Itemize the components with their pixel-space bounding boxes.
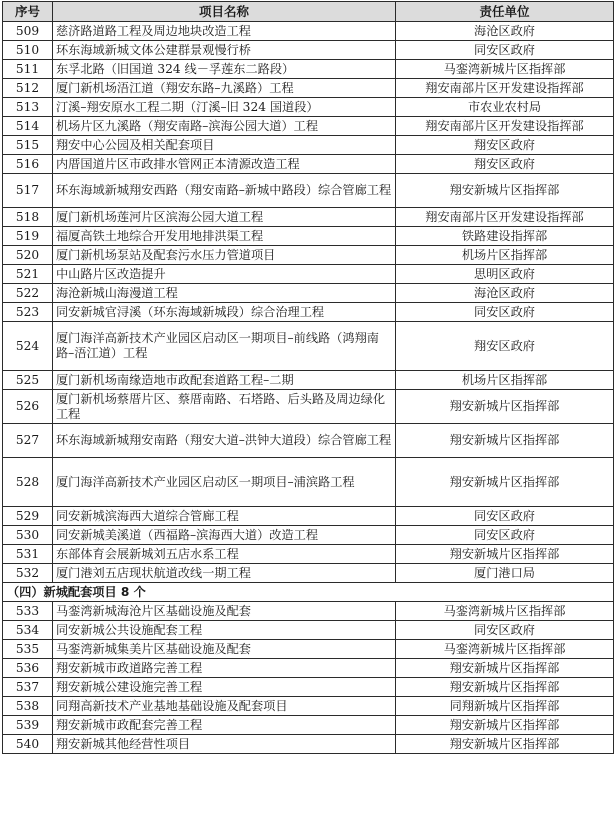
table-row	[3, 136, 614, 155]
row-seq-no: 517	[3, 174, 53, 208]
row-project-name: 同安新城官浔溪（环东海域新城段）综合治理工程	[53, 303, 396, 322]
row-seq-no: 509	[3, 22, 53, 41]
table-row	[3, 621, 614, 640]
table-row	[3, 545, 614, 564]
table-row	[3, 322, 614, 371]
table-row	[3, 22, 614, 41]
table-row	[3, 564, 614, 583]
section-title: （四）新城配套项目 8 个	[3, 583, 614, 602]
row-project-name: 厦门新机场南缘造地市政配套道路工程–二期	[53, 371, 396, 390]
table-row	[3, 265, 614, 284]
table-row	[3, 79, 614, 98]
row-project-name: 厦门新机场莲河片区滨海公园大道工程	[53, 208, 396, 227]
row-seq-no: 538	[3, 697, 53, 716]
row-responsible-unit: 同翔新城片区指挥部	[396, 697, 614, 716]
row-seq-no: 513	[3, 98, 53, 117]
row-responsible-unit: 思明区政府	[396, 265, 614, 284]
row-project-name: 同安新城公共设施配套工程	[53, 621, 396, 640]
header-responsible-unit: 责任单位	[396, 2, 614, 22]
row-project-name: 马銮湾新城集美片区基础设施及配套	[53, 640, 396, 659]
row-project-name: 厦门港刘五店现状航道改线一期工程	[53, 564, 396, 583]
row-project-name: 厦门新机场浯江道（翔安东路–九溪路）工程	[53, 79, 396, 98]
row-seq-no: 520	[3, 246, 53, 265]
row-project-name: 同安新城美溪道（西福路–滨海西大道）改造工程	[53, 526, 396, 545]
row-responsible-unit: 翔安区政府	[396, 322, 614, 371]
row-seq-no: 528	[3, 458, 53, 507]
table-row	[3, 659, 614, 678]
table-row	[3, 390, 614, 424]
table-row	[3, 303, 614, 322]
row-responsible-unit: 海沧区政府	[396, 284, 614, 303]
table-row	[3, 284, 614, 303]
row-responsible-unit: 市农业农村局	[396, 98, 614, 117]
row-seq-no: 523	[3, 303, 53, 322]
row-responsible-unit: 马銮湾新城片区指挥部	[396, 60, 614, 79]
table-row	[3, 424, 614, 458]
row-project-name: 东部体育会展新城刘五店水系工程	[53, 545, 396, 564]
row-project-name: 东孚北路（旧国道 324 线－孚莲东二路段）	[53, 60, 396, 79]
row-project-name: 同安新城滨海西大道综合管廊工程	[53, 507, 396, 526]
table-row	[3, 60, 614, 79]
row-seq-no: 519	[3, 227, 53, 246]
row-responsible-unit: 翔安新城片区指挥部	[396, 716, 614, 735]
row-project-name: 翔安中心公园及相关配套项目	[53, 136, 396, 155]
row-project-name: 海沧新城山海漫道工程	[53, 284, 396, 303]
table-row	[3, 716, 614, 735]
row-seq-no: 518	[3, 208, 53, 227]
table-row	[3, 227, 614, 246]
row-responsible-unit: 翔安新城片区指挥部	[396, 678, 614, 697]
row-project-name: 福厦高铁土地综合开发用地排洪渠工程	[53, 227, 396, 246]
row-seq-no: 532	[3, 564, 53, 583]
row-project-name: 翔安新城其他经营性项目	[53, 735, 396, 754]
row-seq-no: 512	[3, 79, 53, 98]
row-project-name: 汀溪–翔安原水工程二期（汀溪–旧 324 国道段）	[53, 98, 396, 117]
row-project-name: 内厝国道片区市政排水管网正本清源改造工程	[53, 155, 396, 174]
row-responsible-unit: 翔安区政府	[396, 136, 614, 155]
table-row	[3, 678, 614, 697]
row-seq-no: 524	[3, 322, 53, 371]
row-responsible-unit: 翔安新城片区指挥部	[396, 424, 614, 458]
row-seq-no: 540	[3, 735, 53, 754]
row-seq-no: 536	[3, 659, 53, 678]
row-project-name: 翔安新城市政道路完善工程	[53, 659, 396, 678]
row-project-name: 马銮湾新城海沧片区基础设施及配套	[53, 602, 396, 621]
row-responsible-unit: 同安区政府	[396, 507, 614, 526]
row-responsible-unit: 海沧区政府	[396, 22, 614, 41]
row-seq-no: 533	[3, 602, 53, 621]
project-table	[2, 1, 614, 754]
row-project-name: 厦门新机场蔡厝片区、蔡厝南路、石塔路、后头路及周边绿化工程	[53, 390, 396, 424]
row-responsible-unit: 同安区政府	[396, 621, 614, 640]
row-responsible-unit: 同安区政府	[396, 303, 614, 322]
table-row	[3, 117, 614, 136]
table-row	[3, 98, 614, 117]
row-responsible-unit: 翔安新城片区指挥部	[396, 735, 614, 754]
row-responsible-unit: 铁路建设指挥部	[396, 227, 614, 246]
row-seq-no: 537	[3, 678, 53, 697]
section-header-row	[3, 583, 614, 602]
row-seq-no: 525	[3, 371, 53, 390]
row-project-name: 机场片区九溪路（翔安南路–滨海公园大道）工程	[53, 117, 396, 136]
table-row	[3, 208, 614, 227]
row-seq-no: 522	[3, 284, 53, 303]
row-project-name: 环东海域新城翔安南路（翔安大道–洪钟大道段）综合管廊工程	[53, 424, 396, 458]
row-responsible-unit: 马銮湾新城片区指挥部	[396, 640, 614, 659]
table-row	[3, 174, 614, 208]
row-responsible-unit: 同安区政府	[396, 41, 614, 60]
table-row	[3, 735, 614, 754]
row-seq-no: 527	[3, 424, 53, 458]
row-seq-no: 521	[3, 265, 53, 284]
row-project-name: 中山路片区改造提升	[53, 265, 396, 284]
row-seq-no: 510	[3, 41, 53, 60]
row-responsible-unit: 翔安南部片区开发建设指挥部	[396, 117, 614, 136]
row-responsible-unit: 翔安新城片区指挥部	[396, 174, 614, 208]
row-seq-no: 515	[3, 136, 53, 155]
header-project-name: 项目名称	[53, 2, 396, 22]
row-project-name: 厦门海洋高新技术产业园区启动区一期项目–前线路（鸿翔南路–浯江道）工程	[53, 322, 396, 371]
header-seq-no: 序号	[3, 2, 53, 22]
row-seq-no: 511	[3, 60, 53, 79]
row-project-name: 同翔高新技术产业基地基础设施及配套项目	[53, 697, 396, 716]
table-row	[3, 246, 614, 265]
table-row	[3, 697, 614, 716]
row-seq-no: 516	[3, 155, 53, 174]
table-row	[3, 526, 614, 545]
row-seq-no: 514	[3, 117, 53, 136]
row-responsible-unit: 翔安区政府	[396, 155, 614, 174]
table-row	[3, 602, 614, 621]
row-project-name: 厦门海洋高新技术产业园区启动区一期项目–浦滨路工程	[53, 458, 396, 507]
row-responsible-unit: 机场片区指挥部	[396, 246, 614, 265]
row-responsible-unit: 翔安南部片区开发建设指挥部	[396, 208, 614, 227]
row-seq-no: 535	[3, 640, 53, 659]
table-row	[3, 371, 614, 390]
row-project-name: 厦门新机场泵站及配套污水压力管道项目	[53, 246, 396, 265]
row-seq-no: 539	[3, 716, 53, 735]
row-project-name: 环东海域新城翔安西路（翔安南路–新城中路段）综合管廊工程	[53, 174, 396, 208]
row-responsible-unit: 厦门港口局	[396, 564, 614, 583]
row-responsible-unit: 马銮湾新城片区指挥部	[396, 602, 614, 621]
row-project-name: 翔安新城公建设施完善工程	[53, 678, 396, 697]
table-header-row	[3, 2, 614, 22]
row-responsible-unit: 同安区政府	[396, 526, 614, 545]
row-responsible-unit: 机场片区指挥部	[396, 371, 614, 390]
row-responsible-unit: 翔安新城片区指挥部	[396, 390, 614, 424]
row-responsible-unit: 翔安新城片区指挥部	[396, 458, 614, 507]
row-seq-no: 534	[3, 621, 53, 640]
row-responsible-unit: 翔安南部片区开发建设指挥部	[396, 79, 614, 98]
row-seq-no: 526	[3, 390, 53, 424]
table-row	[3, 41, 614, 60]
row-project-name: 环东海域新城文体公建群景观慢行桥	[53, 41, 396, 60]
row-project-name: 翔安新城市政配套完善工程	[53, 716, 396, 735]
table-row	[3, 640, 614, 659]
table-row	[3, 458, 614, 507]
row-seq-no: 530	[3, 526, 53, 545]
table-row	[3, 507, 614, 526]
row-responsible-unit: 翔安新城片区指挥部	[396, 545, 614, 564]
row-responsible-unit: 翔安新城片区指挥部	[396, 659, 614, 678]
table-row	[3, 155, 614, 174]
row-project-name: 慈济路道路工程及周边地块改造工程	[53, 22, 396, 41]
row-seq-no: 529	[3, 507, 53, 526]
row-seq-no: 531	[3, 545, 53, 564]
